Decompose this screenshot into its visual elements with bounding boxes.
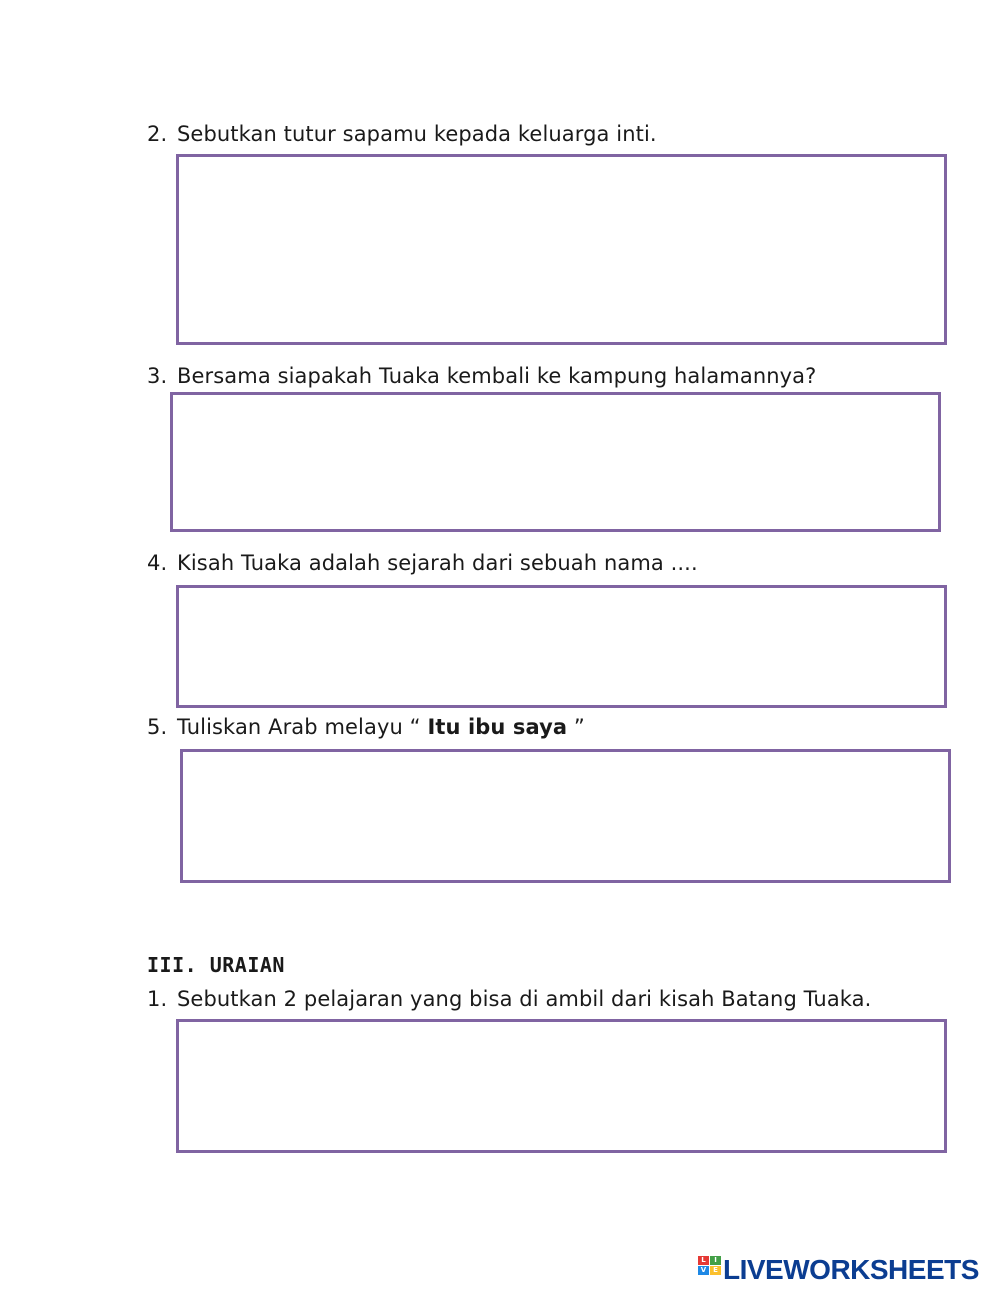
question-3 (147, 363, 816, 389)
logo-letter: L (698, 1256, 709, 1265)
answer-box-uraian-1[interactable] (176, 1019, 947, 1153)
answer-box-5[interactable] (180, 749, 951, 883)
question-number: 4. (147, 551, 168, 575)
uraian-question-1 (147, 986, 871, 1012)
question-text: Sebutkan 2 pelajaran yang bisa di ambil dari kisah Batang Tuaka. (177, 987, 872, 1011)
question-5 (147, 714, 585, 740)
question-2 (147, 121, 657, 147)
brand-name: LIVEWORKSHEETS (723, 1254, 979, 1285)
live-icon (698, 1256, 720, 1284)
question-text: Kisah Tuaka adalah sejarah dari sebuah nama .... (177, 551, 698, 575)
answer-box-2[interactable] (176, 154, 947, 345)
question-number: 3. (147, 364, 168, 388)
question-number: 2. (147, 122, 168, 146)
logo-letter: V (698, 1266, 709, 1275)
section-title: III. URAIAN (147, 953, 285, 977)
logo-letter: E (710, 1266, 721, 1275)
question-text: Sebutkan tutur sapamu kepada keluarga inti. (177, 122, 657, 146)
question-text-before: Tuliskan Arab melayu “ (177, 715, 428, 739)
question-number: 5. (147, 715, 168, 739)
question-number: 1. (147, 987, 168, 1011)
question-text-after: ” (567, 715, 585, 739)
logo-letter: I (710, 1256, 721, 1265)
answer-box-4[interactable] (176, 585, 947, 708)
question-text-bold: Itu ibu saya (427, 715, 568, 739)
question-4 (147, 550, 698, 576)
liveworksheets-logo (698, 1254, 979, 1286)
question-text: Bersama siapakah Tuaka kembali ke kampung halamannya? (177, 364, 817, 388)
answer-box-3[interactable] (170, 392, 941, 532)
